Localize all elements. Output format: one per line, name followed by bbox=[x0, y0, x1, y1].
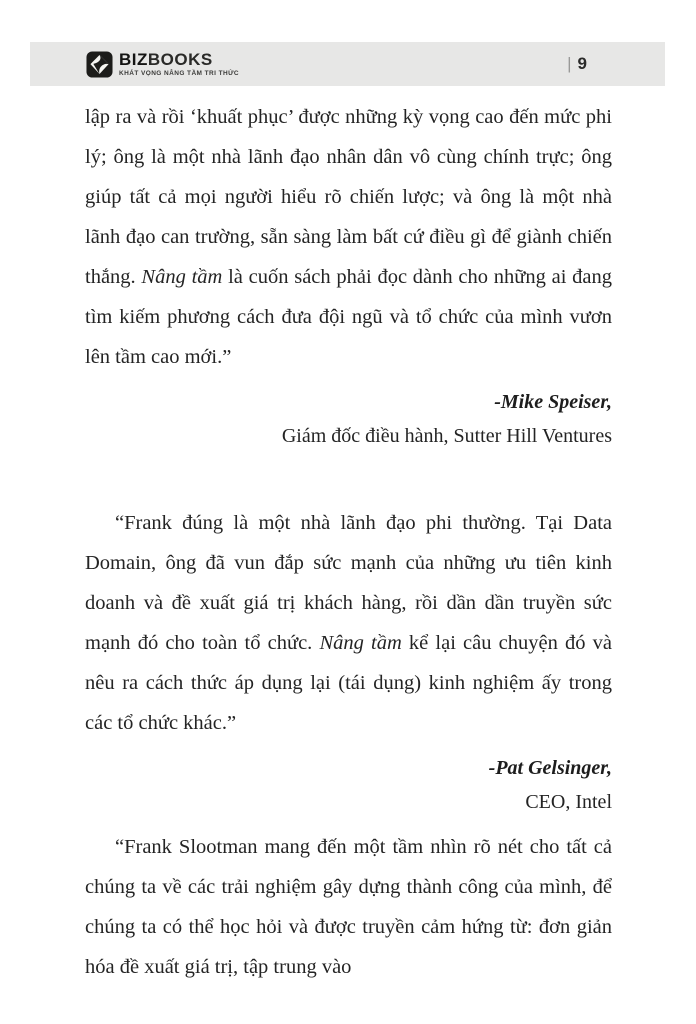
brand-biz: BIZ bbox=[119, 49, 148, 69]
publisher-brand bbox=[86, 51, 239, 78]
book-title-italic: Nâng tầm bbox=[141, 266, 223, 288]
book-title-italic: Nâng tầm bbox=[319, 632, 402, 654]
brand-books: BOOKS bbox=[147, 49, 213, 69]
attribution-role-speiser: Giám đốc điều hành, Sutter Hill Ventures bbox=[281, 425, 612, 447]
testimonial-quote-speiser bbox=[85, 97, 612, 377]
page-content bbox=[85, 97, 612, 987]
attribution-name-speiser: -Mike Speiser, bbox=[494, 391, 612, 413]
testimonial-quote-slootman bbox=[85, 827, 612, 987]
brand-tagline: KHÁT VỌNG NÂNG TẦM TRI THỨC bbox=[119, 69, 240, 77]
quote-text: “Frank Slootman mang đến một tầm nhìn rõ nét cho tất cả chúng ta về các trải nghiệm gây dựng thành công của mình, để chúng ta có thể học hỏi và được truyền cảm hứng từ: đơn giản hóa đề xuất giá trị, tập trung vào bbox=[85, 836, 612, 978]
page-number bbox=[567, 54, 587, 74]
page-number-separator: | bbox=[567, 54, 572, 73]
quote-text-before: “Frank đúng là một nhà lãnh đạo phi thường. Tại Data Domain, ông đã vun đắp sức mạnh của những ưu tiên kinh doanh và đề xuất giá trị khách hàng, rồi dần dần truyền sức mạnh đó cho toàn tổ chức. bbox=[85, 512, 612, 654]
page-header bbox=[30, 42, 665, 86]
attribution-name-gelsinger: -Pat Gelsinger, bbox=[488, 757, 612, 779]
bizbooks-logo-icon bbox=[86, 51, 113, 78]
brand-text bbox=[119, 51, 239, 78]
attribution-role-gelsinger: CEO, Intel bbox=[525, 791, 612, 813]
brand-name bbox=[119, 51, 239, 68]
quote-text-after: là cuốn sách phải đọc dành cho những ai đang tìm kiếm phương cách đưa đội ngũ và tổ chức của mình vươn lên tầm cao mới.” bbox=[85, 266, 612, 368]
testimonial-quote-gelsinger bbox=[85, 503, 612, 743]
quote-text-after: kể lại câu chuyện đó và nêu ra cách thức áp dụng lại (tái dụng) kinh nghiệm ấy trong các tổ chức khác.” bbox=[85, 632, 612, 734]
quote-text-before: lập ra và rồi ‘khuất phục’ được những kỳ vọng cao đến mức phi lý; ông là một nhà lãnh đạo nhân dân vô cùng chính trực; ông giúp tất cả mọi người hiểu rõ chiến lược; và ông là một nhà lãnh đạo can trường, sẵn sàng làm bất cứ điều gì để giành chiến thắng. bbox=[85, 106, 612, 288]
page-number-value: 9 bbox=[577, 54, 587, 73]
